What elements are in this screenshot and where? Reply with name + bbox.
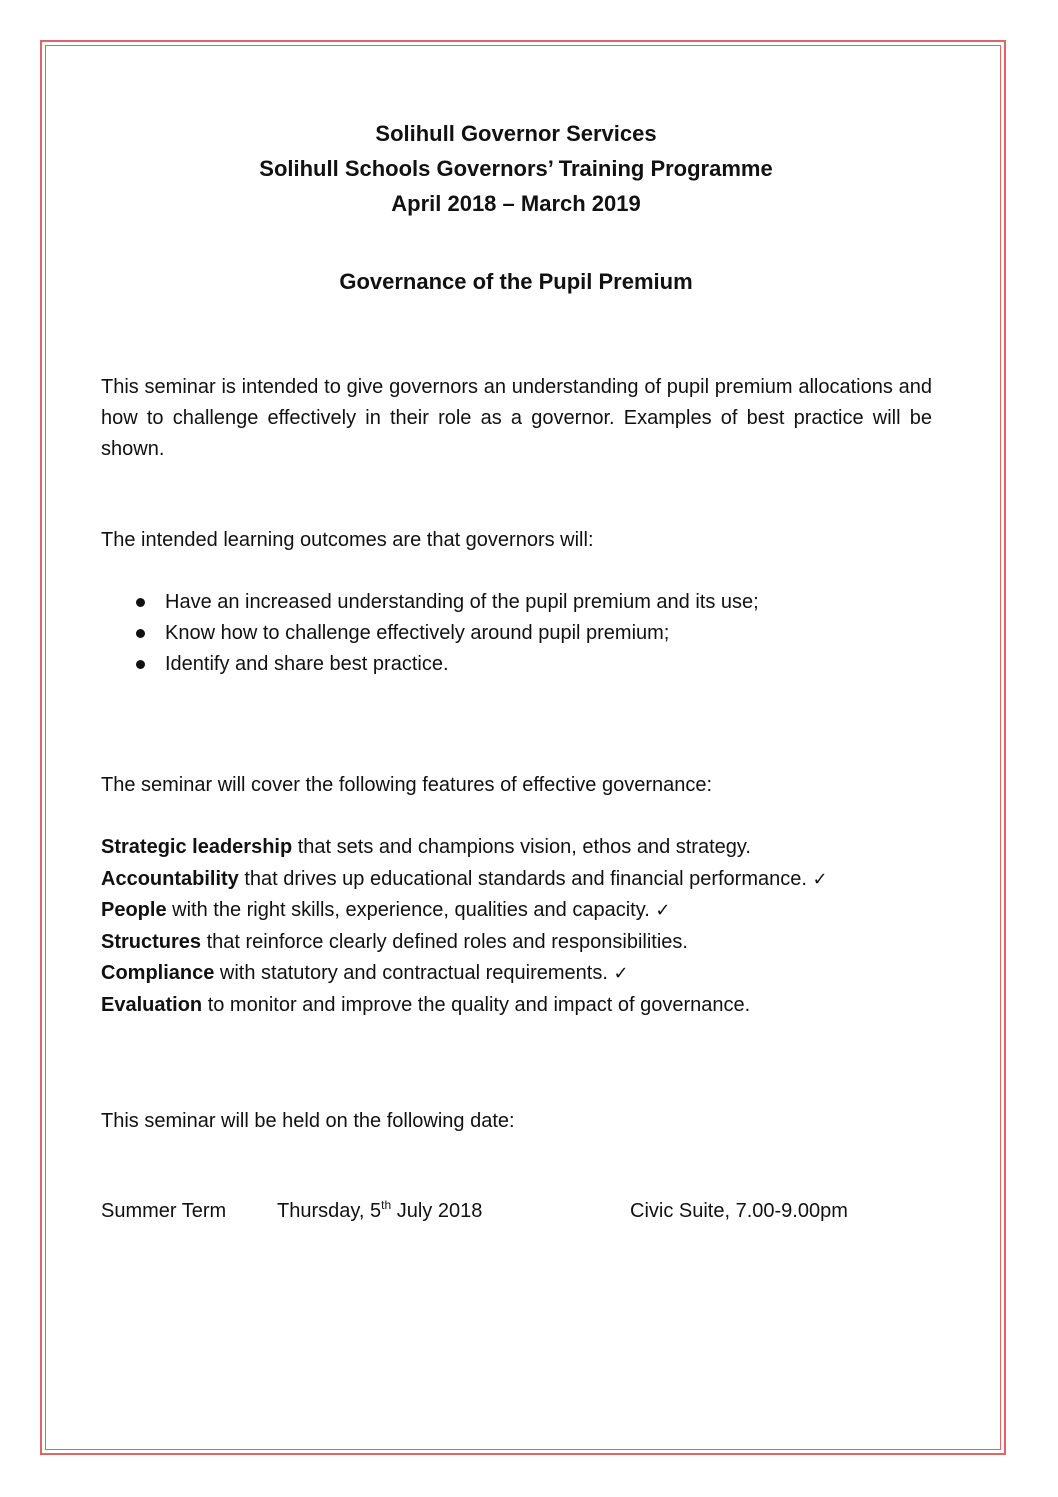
programme-dates: April 2018 – March 2019 (391, 191, 641, 216)
schedule-lead: This seminar will be held on the following date: (101, 1110, 515, 1132)
features-list (101, 832, 981, 1021)
feature-term: Strategic leadership (101, 836, 293, 858)
bullet-icon (136, 598, 145, 607)
feature-text: with statutory and contractual requirements. (214, 962, 614, 984)
organisation-title: Solihull Governor Services (375, 121, 657, 146)
bullet-icon (136, 629, 145, 638)
session-term: Summer Term (101, 1200, 227, 1222)
check-icon: ✓ (613, 963, 629, 984)
session-date: Thursday, 5th July 2018 (277, 1198, 483, 1222)
feature-row (101, 958, 981, 990)
feature-text: that drives up educational standards and financial performance. (238, 867, 813, 890)
bullet-icon (136, 660, 145, 669)
feature-row (101, 990, 981, 1022)
feature-term: Evaluation (101, 993, 203, 1016)
check-icon: ✓ (655, 900, 671, 921)
feature-text: that reinforce clearly defined roles and responsibilities. (201, 930, 688, 953)
feature-text: with the right skills, experience, qualities and capacity. (166, 899, 656, 921)
document-header (100, 116, 932, 221)
outcomes-lead: The intended learning outcomes are that governors will: (101, 529, 594, 551)
feature-term: People (101, 899, 167, 921)
feature-row (101, 864, 981, 896)
feature-row (101, 895, 981, 927)
feature-term: Structures (101, 930, 202, 953)
seminar-title: Governance of the Pupil Premium (339, 269, 693, 294)
programme-title: Solihull Schools Governors’ Training Programme (259, 156, 773, 181)
list-item: Know how to challenge effectively around pupil premium; (101, 618, 932, 649)
feature-text: that sets and champions vision, ethos and strategy. (292, 836, 751, 858)
feature-row (101, 832, 981, 864)
seminar-intro: This seminar is intended to give governors an understanding of pupil premium allocations and how to challenge effectively in their role as a governor. Examples of best practice will be shown. (101, 376, 932, 460)
feature-term: Accountability (101, 867, 239, 890)
feature-term: Compliance (101, 962, 215, 984)
list-item: Identify and share best practice. (101, 649, 932, 680)
feature-text: to monitor and improve the quality and impact of governance. (202, 993, 751, 1016)
list-item: Have an increased understanding of the pupil premium and its use; (101, 587, 932, 618)
feature-row (101, 927, 981, 959)
check-icon: ✓ (812, 868, 828, 890)
features-lead: The seminar will cover the following features of effective governance: (101, 774, 713, 796)
page-border-inner (45, 45, 1001, 1450)
outcomes-list (101, 587, 932, 680)
session-venue: Civic Suite, 7.00-9.00pm (630, 1200, 848, 1222)
